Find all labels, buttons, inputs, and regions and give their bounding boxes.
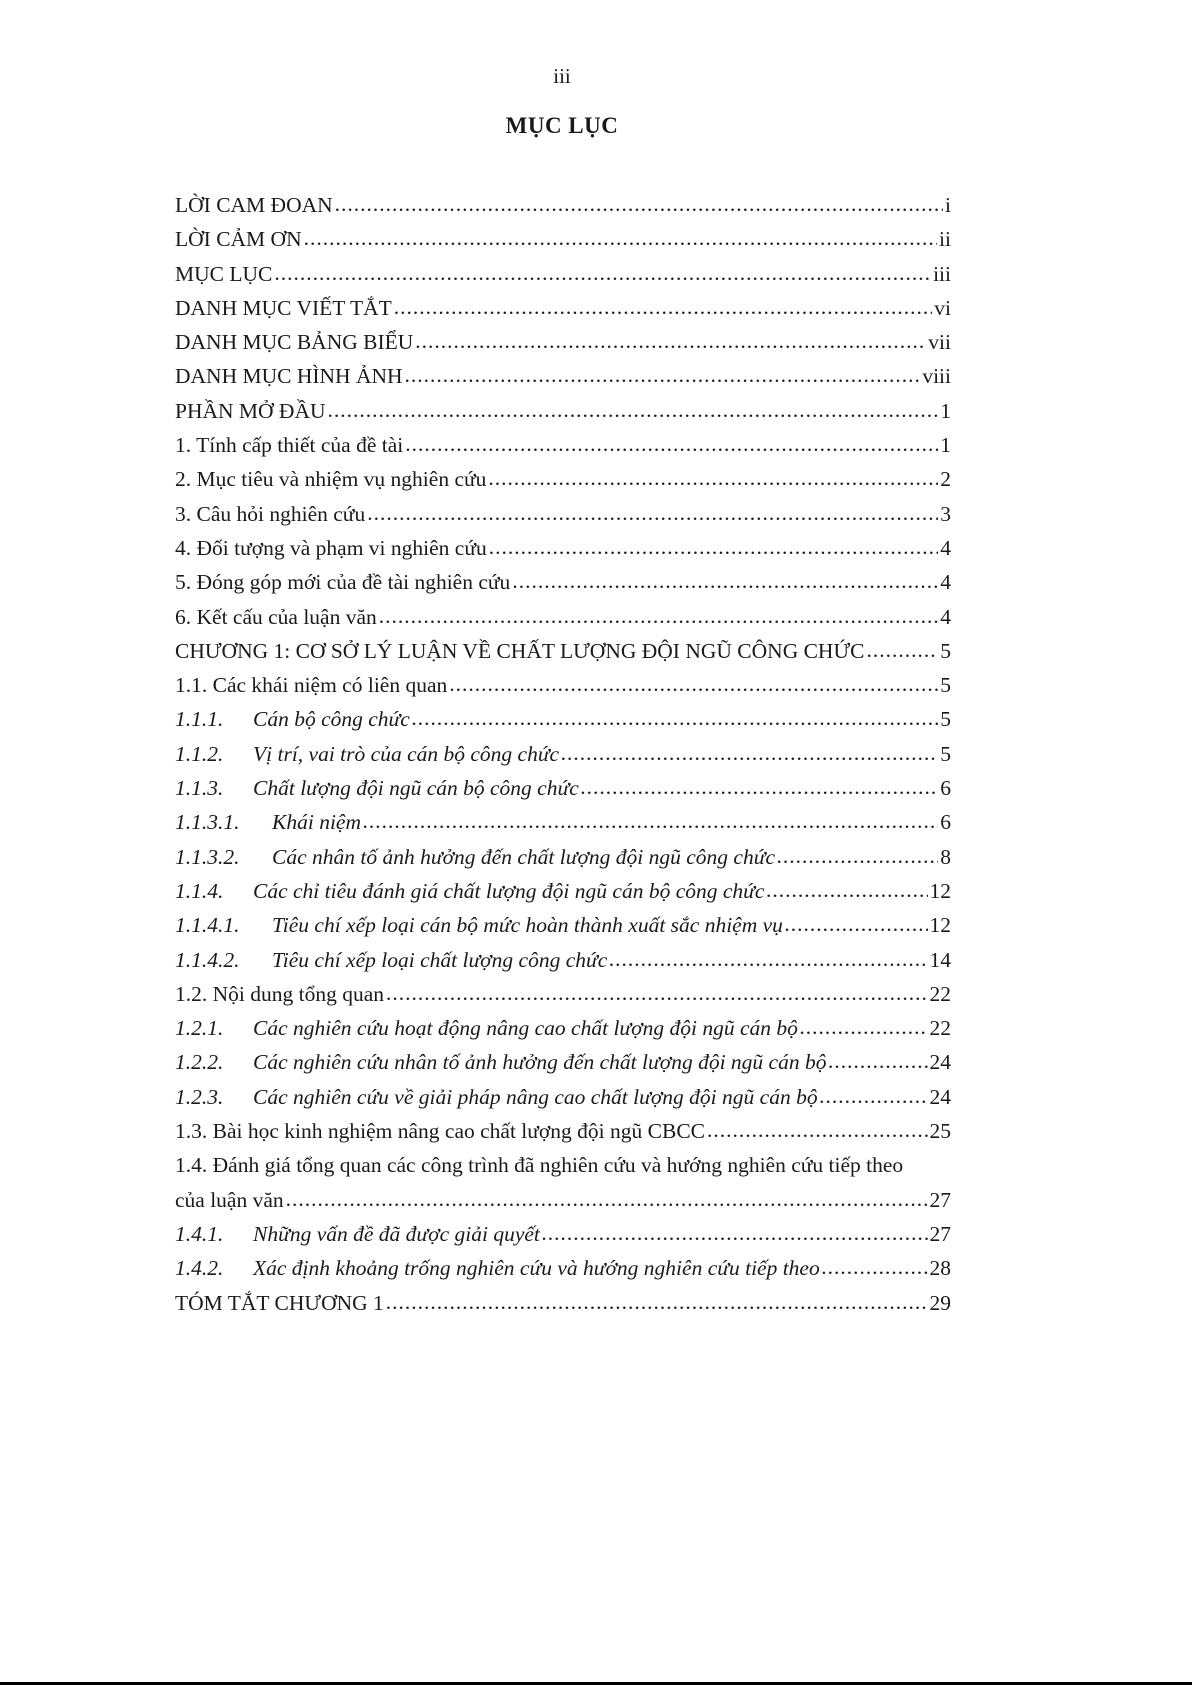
toc-entry-number: 1.2.2.	[175, 1050, 224, 1075]
toc-entry[interactable]	[175, 1291, 951, 1325]
toc-entry-page: 12	[929, 913, 951, 938]
toc-dot-leader	[386, 1290, 928, 1315]
toc-entry-page: 6	[940, 776, 951, 801]
toc-dot-leader	[707, 1118, 927, 1143]
toc-entry-page: 24	[929, 1050, 951, 1075]
toc-entry[interactable]	[175, 639, 951, 673]
toc-entry[interactable]	[175, 399, 951, 433]
toc-entry[interactable]	[175, 1050, 951, 1084]
toc-entry-number: 1.1.3.1.	[175, 810, 240, 835]
toc-entry-number: 1.1.4.	[175, 878, 224, 903]
toc-dot-leader	[363, 809, 938, 834]
toc-entry-page: 22	[929, 1016, 951, 1041]
toc-dot-leader	[581, 775, 939, 800]
toc-entry-page: 12	[929, 878, 951, 903]
toc-entry-label: 5. Đóng góp mới của đề tài nghiên cứu	[175, 570, 511, 595]
toc-dot-leader	[367, 501, 938, 526]
toc-entry[interactable]	[175, 913, 951, 947]
toc-entry-page: 5	[940, 638, 951, 663]
toc-entry[interactable]	[175, 330, 951, 364]
toc-dot-leader	[866, 638, 938, 663]
toc-entry-page: 1	[940, 398, 951, 423]
toc-dot-leader	[800, 1015, 928, 1040]
toc-entry-label: 6. Kết cấu của luận văn	[175, 604, 377, 629]
toc-dot-leader	[822, 1255, 928, 1280]
toc-dot-leader	[328, 398, 939, 423]
toc-dot-leader	[449, 672, 938, 697]
toc-entry-label: Các nghiên cứu hoạt động nâng cao chất lượng đội ngũ cán bộ	[253, 1016, 798, 1041]
toc-entry-number: 1.1.1.	[175, 707, 224, 732]
toc-entry-label: LỜI CẢM ƠN	[175, 227, 302, 252]
toc-entry-label: 1.3. Bài học kinh nghiệm nâng cao chất lượng đội ngũ CBCC	[175, 1119, 706, 1144]
toc-entry[interactable]	[175, 776, 951, 810]
toc-entry-label: MỤC LỤC	[175, 261, 273, 286]
toc-entry[interactable]	[175, 948, 951, 982]
toc-entry-label: Tiêu chí xếp loại chất lượng công chức	[272, 947, 608, 972]
toc-dot-leader	[304, 226, 937, 251]
toc-entry[interactable]	[175, 262, 951, 296]
toc-entry-page: 5	[940, 741, 951, 766]
toc-entry-page: 2	[940, 467, 951, 492]
toc-entry[interactable]	[175, 1256, 951, 1290]
toc-entry[interactable]	[175, 605, 951, 639]
toc-dot-leader	[386, 981, 927, 1006]
toc-entry-number: 1.2.1.	[175, 1016, 224, 1041]
toc-entry-page: 27	[929, 1187, 951, 1212]
toc-dot-leader	[335, 192, 943, 217]
toc-entry-number: 1.1.4.2.	[175, 947, 240, 972]
toc-entry[interactable]	[175, 364, 951, 398]
toc-dot-leader	[412, 706, 938, 731]
toc-dot-leader	[488, 466, 938, 491]
toc-entry-label: Xác định khoảng trống nghiên cứu và hướng nghiên cứu tiếp theo	[253, 1256, 820, 1281]
toc-dot-leader	[415, 329, 926, 354]
toc-entry[interactable]	[175, 1222, 951, 1256]
toc-entry-page: 8	[940, 844, 951, 869]
toc-entry-label: Vị trí, vai trò của cán bộ công chức	[253, 741, 560, 766]
toc-entry-label: CHƯƠNG 1: CƠ SỞ LÝ LUẬN VỀ CHẤT LƯỢNG ĐỘI NGŨ CÔNG CHỨC	[175, 638, 865, 663]
toc-entry-number: 1.4.1.	[175, 1221, 224, 1246]
toc-entry-label: Khái niệm	[272, 810, 361, 835]
toc-entry-label: của luận văn	[175, 1187, 284, 1212]
toc-entry-label: DANH MỤC BẢNG BIỂU	[175, 330, 414, 355]
toc-dot-leader	[561, 741, 938, 766]
toc-entry-label: 2. Mục tiêu và nhiệm vụ nghiên cứu	[175, 467, 487, 492]
toc-entry[interactable]	[175, 193, 951, 227]
toc-entry-page: vi	[934, 295, 951, 320]
toc-entry-label: TÓM TẮT CHƯƠNG 1	[175, 1290, 384, 1315]
toc-entry[interactable]	[175, 570, 951, 604]
toc-entry-label: 4. Đối tượng và phạm vi nghiên cứu	[175, 535, 487, 560]
toc-entry-page: 5	[940, 707, 951, 732]
toc-entry[interactable]	[175, 1016, 951, 1050]
toc-dot-leader	[820, 1084, 928, 1109]
toc-entry-label: Các nghiên cứu về giải pháp nâng cao chất lượng đội ngũ cán bộ	[253, 1084, 818, 1109]
toc-entry-page: vii	[928, 330, 951, 355]
toc-dot-leader	[405, 363, 921, 388]
toc-entry-label: 3. Câu hỏi nghiên cứu	[175, 501, 366, 526]
toc-dot-leader	[766, 878, 927, 903]
toc-entry[interactable]	[175, 227, 951, 261]
toc-entry-page: 24	[929, 1084, 951, 1109]
toc-dot-leader	[785, 912, 928, 937]
toc-entry[interactable]	[175, 845, 951, 879]
toc-entry[interactable]	[175, 673, 951, 707]
toc-entry-label: DANH MỤC VIẾT TẮT	[175, 295, 392, 320]
toc-entry-label: PHẦN MỞ ĐẦU	[175, 398, 326, 423]
toc-entry-page: 4	[940, 570, 951, 595]
toc-entry[interactable]	[175, 433, 951, 467]
toc-entry-label: 1.1. Các khái niệm có liên quan	[175, 673, 448, 698]
toc-entry[interactable]	[175, 1153, 951, 1187]
page-number: iii	[553, 64, 571, 88]
toc-dot-leader	[542, 1221, 928, 1246]
table-of-contents	[175, 193, 951, 1325]
toc-entry-number: 1.1.3.	[175, 776, 224, 801]
toc-entry[interactable]	[175, 1085, 951, 1119]
toc-entry-page: viii	[922, 364, 951, 389]
toc-entry-page: i	[945, 193, 951, 217]
toc-entry[interactable]	[175, 1188, 951, 1222]
toc-dot-leader	[274, 261, 931, 286]
toc-dot-leader	[512, 569, 938, 594]
toc-entry[interactable]	[175, 1119, 951, 1153]
toc-entry-page: ii	[939, 227, 951, 252]
toc-entry-page: 4	[940, 535, 951, 560]
toc-entry-label: DANH MỤC HÌNH ẢNH	[175, 364, 403, 389]
toc-entry-page: 14	[929, 947, 951, 972]
toc-entry-label: LỜI CAM ĐOAN	[175, 193, 333, 217]
toc-entry-number: 1.1.4.1.	[175, 913, 240, 938]
toc-entry[interactable]	[175, 296, 951, 330]
toc-dot-leader	[777, 844, 938, 869]
toc-entry-page: 6	[940, 810, 951, 835]
toc-entry-label: 1.4. Đánh giá tổng quan các công trình đã nghiên cứu và hướng nghiên cứu tiếp theo	[175, 1153, 904, 1178]
toc-entry-number: 1.1.3.2.	[175, 844, 240, 869]
toc-dot-leader	[379, 604, 938, 629]
toc-dot-leader	[286, 1187, 928, 1212]
toc-entry-label: Các nghiên cứu nhân tố ảnh hưởng đến chất lượng đội ngũ cán bộ	[253, 1050, 827, 1075]
toc-entry-label: Chất lượng đội ngũ cán bộ công chức	[253, 776, 579, 801]
toc-entry-page: iii	[933, 261, 951, 286]
toc-entry-label: 1. Tính cấp thiết của đề tài	[175, 433, 404, 458]
toc-entry-number: 1.2.3.	[175, 1084, 224, 1109]
toc-dot-leader	[609, 947, 927, 972]
toc-entry-label: Những vấn đề đã được giải quyết	[253, 1221, 540, 1246]
toc-dot-leader	[828, 1049, 927, 1074]
toc-entry[interactable]	[175, 810, 951, 844]
toc-entry-page: 25	[929, 1119, 951, 1144]
toc-entry-page: 3	[940, 501, 951, 526]
toc-entry[interactable]	[175, 742, 951, 776]
toc-entry-label: Các chỉ tiêu đánh giá chất lượng đội ngũ cán bộ công chức	[253, 878, 765, 903]
toc-entry-label: 1.2. Nội dung tổng quan	[175, 981, 385, 1006]
toc-entry[interactable]	[175, 536, 951, 570]
toc-entry-page: 4	[940, 604, 951, 629]
toc-entry-page: 29	[929, 1290, 951, 1315]
toc-dot-leader	[405, 432, 938, 457]
toc-entry-label: Các nhân tố ảnh hưởng đến chất lượng đội ngũ công chức	[272, 844, 775, 869]
toc-entry[interactable]	[175, 707, 951, 741]
toc-entry[interactable]	[175, 879, 951, 913]
toc-dot-leader	[394, 295, 932, 320]
toc-entry-page: 27	[929, 1221, 951, 1246]
toc-entry[interactable]	[175, 502, 951, 536]
toc-entry-page: 22	[929, 981, 951, 1006]
toc-entry-label: Cán bộ công chức	[253, 707, 410, 732]
toc-entry-label: Tiêu chí xếp loại cán bộ mức hoàn thành xuất sắc nhiệm vụ	[272, 913, 783, 938]
toc-entry-number: 1.1.2.	[175, 741, 224, 766]
toc-dot-leader	[489, 535, 939, 560]
toc-title: MỤC LỤC	[505, 113, 619, 138]
toc-entry-page: 28	[929, 1256, 951, 1281]
toc-entry[interactable]	[175, 467, 951, 501]
toc-entry[interactable]	[175, 982, 951, 1016]
toc-entry-number: 1.4.2.	[175, 1256, 224, 1281]
toc-entry-page: 1	[940, 433, 951, 458]
toc-entry-page: 5	[940, 673, 951, 698]
